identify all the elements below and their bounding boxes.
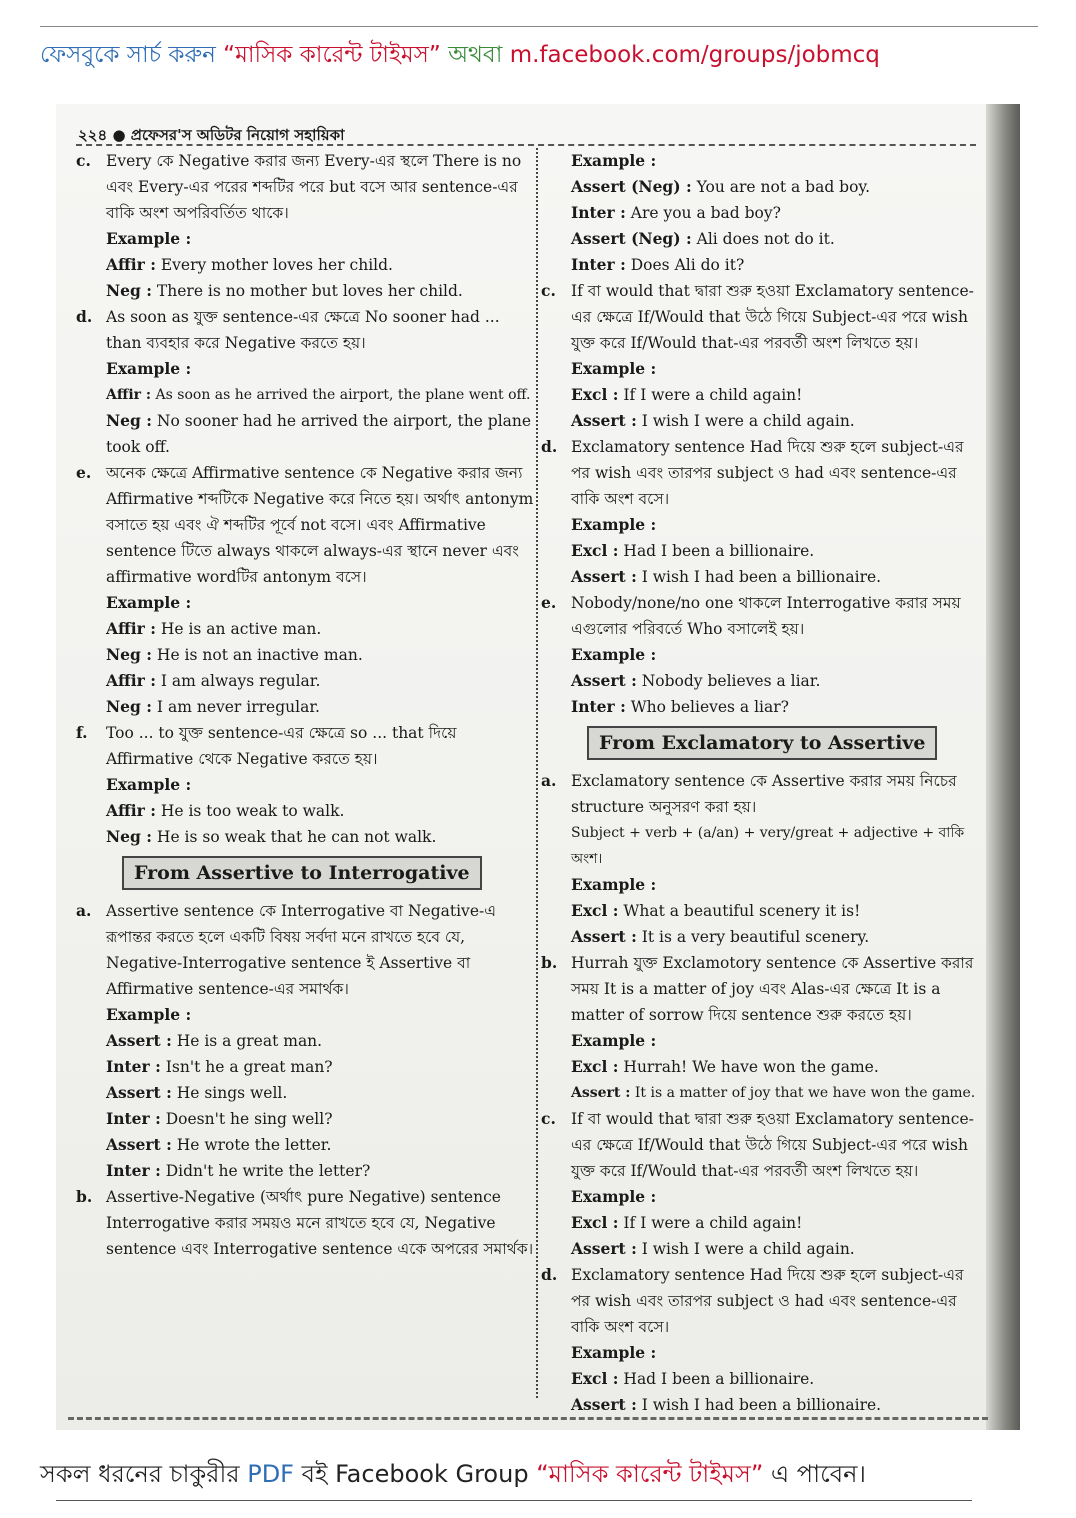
- example-line: Assert : Nobody believes a liar.: [571, 671, 821, 690]
- example-line: Neg : No sooner had he arrived the airport, the plane took off.: [106, 411, 532, 456]
- bottom-rule: [56, 1500, 972, 1501]
- banner-group-link[interactable]: m.facebook.com/groups/jobmcq: [509, 42, 880, 68]
- page-binding-edge: [986, 104, 1020, 1430]
- item-marker: f.: [76, 723, 88, 742]
- header-rule: [76, 144, 976, 146]
- example-line: Assert : I wish I were a child again.: [571, 1239, 855, 1258]
- example-line: Excl : Had I been a billionaire.: [571, 1369, 815, 1388]
- section-heading-exclamatory-to-assertive: From Exclamatory to Assertive: [587, 726, 937, 760]
- rule-item-a: [76, 898, 534, 1184]
- item-marker: a.: [541, 771, 557, 790]
- example-line: Assert : He sings well.: [106, 1083, 288, 1102]
- rule-text: Exclamatory sentence কে Assertive করার সময় নিচের structure অনুসরণ করা হয়।: [571, 772, 957, 816]
- rule-text: Every কে Negative করার জন্য Every-এর স্থলে There is no এবং Every-এর পরের শব্দটির পরে but বসে আর sentence-এর বাকি অংশ অপরিবর্তিত থাকে।: [106, 152, 522, 222]
- right-column: [541, 148, 985, 1418]
- rule-text: Assertive-Negative (অর্থাৎ pure Negative) sentence Interrogative করার সময়ও মনে রাখতে হবে যে, Negative sentence এবং Interrogative sentence একে অপরের সমার্থক।: [106, 1188, 534, 1258]
- example-label: Example :: [571, 875, 657, 894]
- rule-text: Too ... to যুক্ত sentence-এর ক্ষেত্রে so ... that দিয়ে Affirmative থেকে Negative করতে হয়।: [106, 724, 457, 768]
- example-line: Neg : There is no mother but loves her child.: [106, 281, 463, 300]
- example-line: Assert : I wish I were a child again.: [571, 411, 855, 430]
- example-label: Example :: [571, 515, 657, 534]
- example-line: Inter : Didn't he write the letter?: [106, 1161, 371, 1180]
- rule-text: As soon as যুক্ত sentence-এর ক্ষেত্রে No sooner had ... than ব্যবহার করে Negative করতে হয়।: [106, 308, 500, 352]
- example-line: Assert (Neg) : Ali does not do it.: [571, 229, 835, 248]
- banner-or-text: অথবা: [440, 42, 510, 68]
- banner-search-text: ফেসবুকে সার্চ করুন: [40, 42, 224, 68]
- rule-item-f: [76, 720, 534, 850]
- rule-item-a: [541, 768, 985, 950]
- example-label: Example :: [571, 359, 657, 378]
- example-line: Neg : He is so weak that he can not walk.: [106, 827, 437, 846]
- item-marker: e.: [76, 463, 92, 482]
- example-line: Excl : Hurrah! We have won the game.: [571, 1057, 879, 1076]
- item-marker: d.: [541, 1265, 558, 1284]
- example-label: Example :: [571, 1187, 657, 1206]
- banner-bottom-text-1: সকল ধরনের চাকুরীর: [40, 1460, 248, 1488]
- banner-bottom-text-2: বই Facebook Group: [293, 1460, 537, 1488]
- example-line: Assert : I wish I had been a billionaire.: [571, 1395, 882, 1414]
- banner-bottom-text-3: এ পাবেন।: [763, 1460, 866, 1488]
- item-marker: d.: [76, 307, 93, 326]
- structure-formula: Subject + verb + (a/an) + very/great + adjective + বাকি অংশ।: [571, 825, 965, 867]
- page-bottom-rule: [68, 1417, 988, 1420]
- rule-item-b: [76, 1184, 534, 1262]
- rule-text: If বা would that দ্বারা শুরু হওয়া Exclamatory sentence-এর ক্ষেত্রে If/Would that উঠে গিয়ে Subject-এর পরে wish যুক্ত করে If/Would that-এর পরবর্তী অংশ লিখতে হয়।: [571, 282, 974, 352]
- rule-text: Hurrah যুক্ত Exclamotory sentence কে Assertive করার সময় It is a matter of joy এবং Alas-এর ক্ষেত্রে It is a matter of sorrow দিয়ে sentence শুরু করতে হয়।: [571, 954, 974, 1024]
- example-line: Affir : He is too weak to walk.: [106, 801, 345, 820]
- item-marker: b.: [76, 1187, 93, 1206]
- example-line: Assert : He wrote the letter.: [106, 1135, 332, 1154]
- rule-item-d: [541, 434, 985, 590]
- example-label: Example :: [571, 1343, 657, 1362]
- example-line: Inter : Isn't he a great man?: [106, 1057, 333, 1076]
- column-divider: [536, 148, 538, 1398]
- example-line: Affir : He is an active man.: [106, 619, 322, 638]
- example-line: Assert : It is a matter of joy that we have won the game.: [571, 1085, 976, 1101]
- example-label: Example :: [106, 775, 192, 794]
- example-label: Example :: [106, 359, 192, 378]
- rule-item-b: [541, 950, 985, 1106]
- banner-bottom-group-name: “মাসিক কারেন্ট টাইমস”: [536, 1460, 764, 1488]
- rule-item-c: [541, 1106, 985, 1262]
- example-label: Example :: [571, 151, 657, 170]
- rule-text: If বা would that দ্বারা শুরু হওয়া Exclamatory sentence-এর ক্ষেত্রে If/Would that উঠে গিয়ে Subject-এর পরে wish যুক্ত করে If/Would that-এর পরবর্তী অংশ লিখতে হয়।: [571, 1110, 974, 1180]
- example-line: Affir : Every mother loves her child.: [106, 255, 393, 274]
- example-label: Example :: [106, 1005, 192, 1024]
- item-marker: c.: [541, 281, 556, 300]
- item-marker: e.: [541, 593, 557, 612]
- example-label: Example :: [106, 593, 192, 612]
- rule-item-b-continued: [541, 148, 985, 278]
- example-line: Neg : I am never irregular.: [106, 697, 320, 716]
- example-line: Inter : Does Ali do it?: [571, 255, 745, 274]
- item-marker: c.: [76, 151, 91, 170]
- banner-group-name: “মাসিক কারেন্ট টাইমস”: [223, 42, 441, 68]
- example-line: Assert : I wish I had been a billionaire.: [571, 567, 882, 586]
- item-marker: d.: [541, 437, 558, 456]
- example-line: Excl : If I were a child again!: [571, 385, 803, 404]
- rule-text: Exclamatory sentence Had দিয়ে শুরু হলে subject-এর পর wish এবং তারপর subject ও had এবং sentence-এর বাকি অংশ বসে।: [571, 438, 964, 508]
- rule-item-e: [541, 590, 985, 720]
- section-heading-assertive-to-interrogative: From Assertive to Interrogative: [122, 856, 482, 890]
- rule-item-c: [541, 278, 985, 434]
- rule-text: অনেক ক্ষেত্রে Affirmative sentence কে Negative করার জন্য Affirmative শব্দটিকে Negative করে নিতে হয়। অর্থাৎ antonym বসাতে হয় এবং ঐ শব্দটির পূর্বে not বসে। এবং Affirmative sentence টিতে always থাকলে always-এর স্থানে never এবং affirmative wordটির antonym বসে।: [106, 464, 534, 586]
- example-line: Assert : He is a great man.: [106, 1031, 323, 1050]
- bottom-banner: [40, 1456, 1040, 1496]
- scanned-page: [56, 104, 1020, 1430]
- example-line: Inter : Are you a bad boy?: [571, 203, 781, 222]
- left-column: [76, 148, 534, 1262]
- example-line: Excl : What a beautiful scenery it is!: [571, 901, 861, 920]
- item-marker: b.: [541, 953, 558, 972]
- banner-pdf-text: PDF: [247, 1460, 294, 1488]
- rule-item-c: [76, 148, 534, 304]
- rule-item-d: [541, 1262, 985, 1418]
- item-marker: a.: [76, 901, 92, 920]
- page-header: ২২৪ ● প্রফেসর'স অডিটর নিয়োগ সহায়িকা: [78, 126, 345, 144]
- rule-text: Assertive sentence কে Interrogative বা Negative-এ রূপান্তর করতে হলে একটি বিষয় সর্বদা মনে রাখতে হবে যে, Negative-Interrogative sentence ই Assertive বা Affirmative sentence-এর সমার্থক।: [106, 902, 497, 998]
- top-rule: [40, 26, 1038, 27]
- rule-text: Nobody/none/no one থাকলে Interrogative করার সময় এগুলোর পরিবর্তে Who বসালেই হয়।: [571, 594, 961, 638]
- example-label: Example :: [106, 229, 192, 248]
- example-line: Excl : Had I been a billionaire.: [571, 541, 815, 560]
- rule-item-e: [76, 460, 534, 720]
- top-banner: [40, 36, 1040, 75]
- example-label: Example :: [571, 645, 657, 664]
- example-line: Assert : It is a very beautiful scenery.: [571, 927, 870, 946]
- example-line: Inter : Doesn't he sing well?: [106, 1109, 333, 1128]
- example-line: Inter : Who believes a liar?: [571, 697, 789, 716]
- example-line: Affir : As soon as he arrived the airport, the plane went off.: [106, 387, 531, 403]
- rule-text: Exclamatory sentence Had দিয়ে শুরু হলে subject-এর পর wish এবং তারপর subject ও had এবং sentence-এর বাকি অংশ বসে।: [571, 1266, 964, 1336]
- example-line: Assert (Neg) : You are not a bad boy.: [571, 177, 871, 196]
- example-line: Excl : If I were a child again!: [571, 1213, 803, 1232]
- example-label: Example :: [571, 1031, 657, 1050]
- example-line: Neg : He is not an inactive man.: [106, 645, 363, 664]
- item-marker: c.: [541, 1109, 556, 1128]
- rule-item-d: [76, 304, 534, 460]
- example-line: Affir : I am always regular.: [106, 671, 321, 690]
